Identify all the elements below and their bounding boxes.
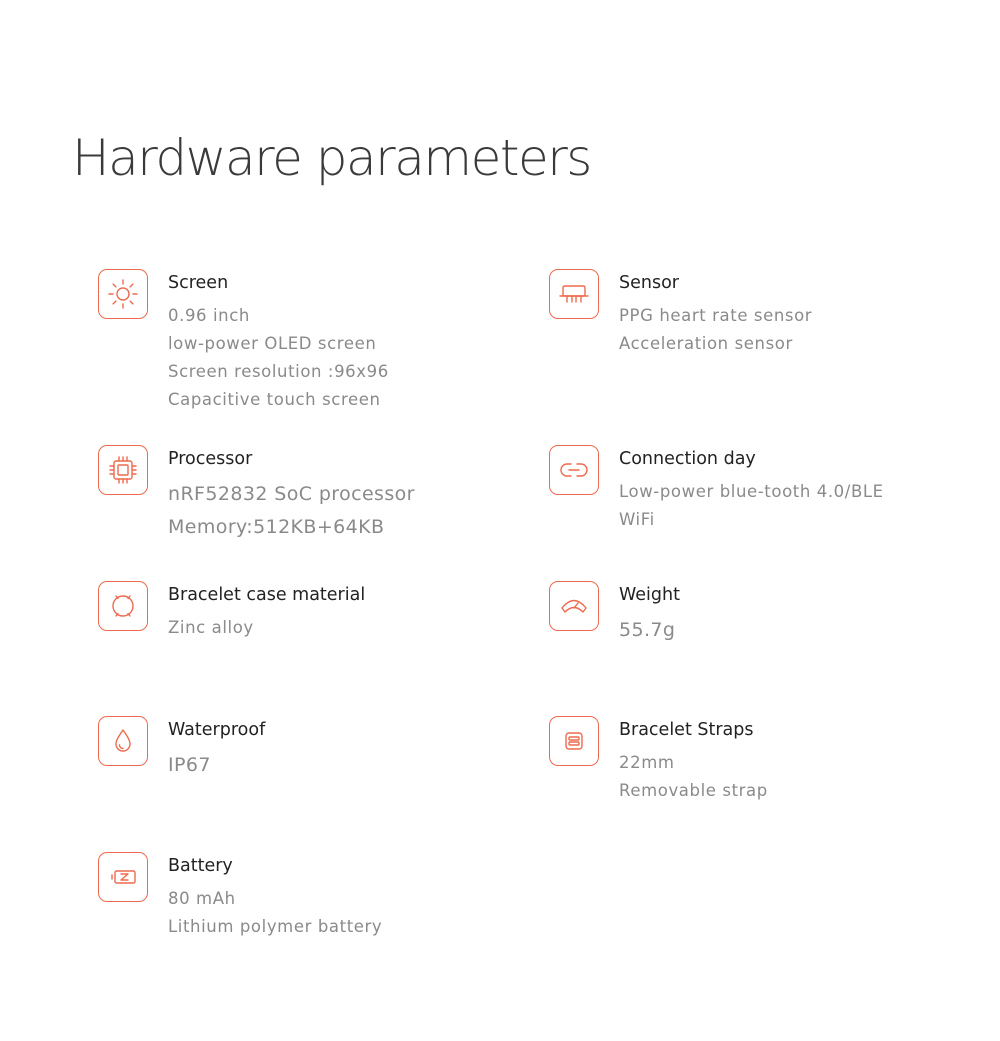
spec-heading: Waterproof [168, 720, 266, 740]
spec-heading: Screen [168, 273, 229, 293]
spec-value: 80 mAh [168, 889, 236, 908]
bracelet-case-icon [98, 581, 148, 631]
spec-value: 55.7g [619, 619, 676, 641]
page-title: Hardware parameters [72, 129, 591, 187]
scale-gauge-icon [549, 581, 599, 631]
spec-value: 22mm [619, 753, 675, 772]
link-icon [549, 445, 599, 495]
spec-heading: Bracelet Straps [619, 720, 754, 740]
spec-heading: Sensor [619, 273, 679, 293]
battery-icon [98, 852, 148, 902]
spec-value: Lithium polymer battery [168, 917, 383, 936]
strap-icon [549, 716, 599, 766]
spec-value: WiFi [619, 510, 655, 529]
spec-value: IP67 [168, 754, 211, 776]
spec-value: Zinc alloy [168, 618, 254, 637]
spec-value: Acceleration sensor [619, 334, 793, 353]
spec-heading: Battery [168, 856, 233, 876]
spec-heading: Connection day [619, 449, 756, 469]
spec-heading: Bracelet case material [168, 585, 366, 605]
sun-brightness-icon [98, 269, 148, 319]
spec-value: Memory:512KB+64KB [168, 516, 385, 538]
cpu-chip-icon [98, 445, 148, 495]
spec-value: Capacitive touch screen [168, 390, 381, 409]
spec-value: nRF52832 SoC processor [168, 483, 415, 505]
spec-heading: Weight [619, 585, 680, 605]
water-drop-icon [98, 716, 148, 766]
spec-value: Removable strap [619, 781, 768, 800]
spec-value: PPG heart rate sensor [619, 306, 813, 325]
spec-value: Screen resolution :96x96 [168, 362, 389, 381]
spec-value: low-power OLED screen [168, 334, 377, 353]
spec-value: 0.96 inch [168, 306, 250, 325]
sensor-chip-icon [549, 269, 599, 319]
spec-value: Low-power blue-tooth 4.0/BLE [619, 482, 884, 501]
spec-heading: Processor [168, 449, 253, 469]
